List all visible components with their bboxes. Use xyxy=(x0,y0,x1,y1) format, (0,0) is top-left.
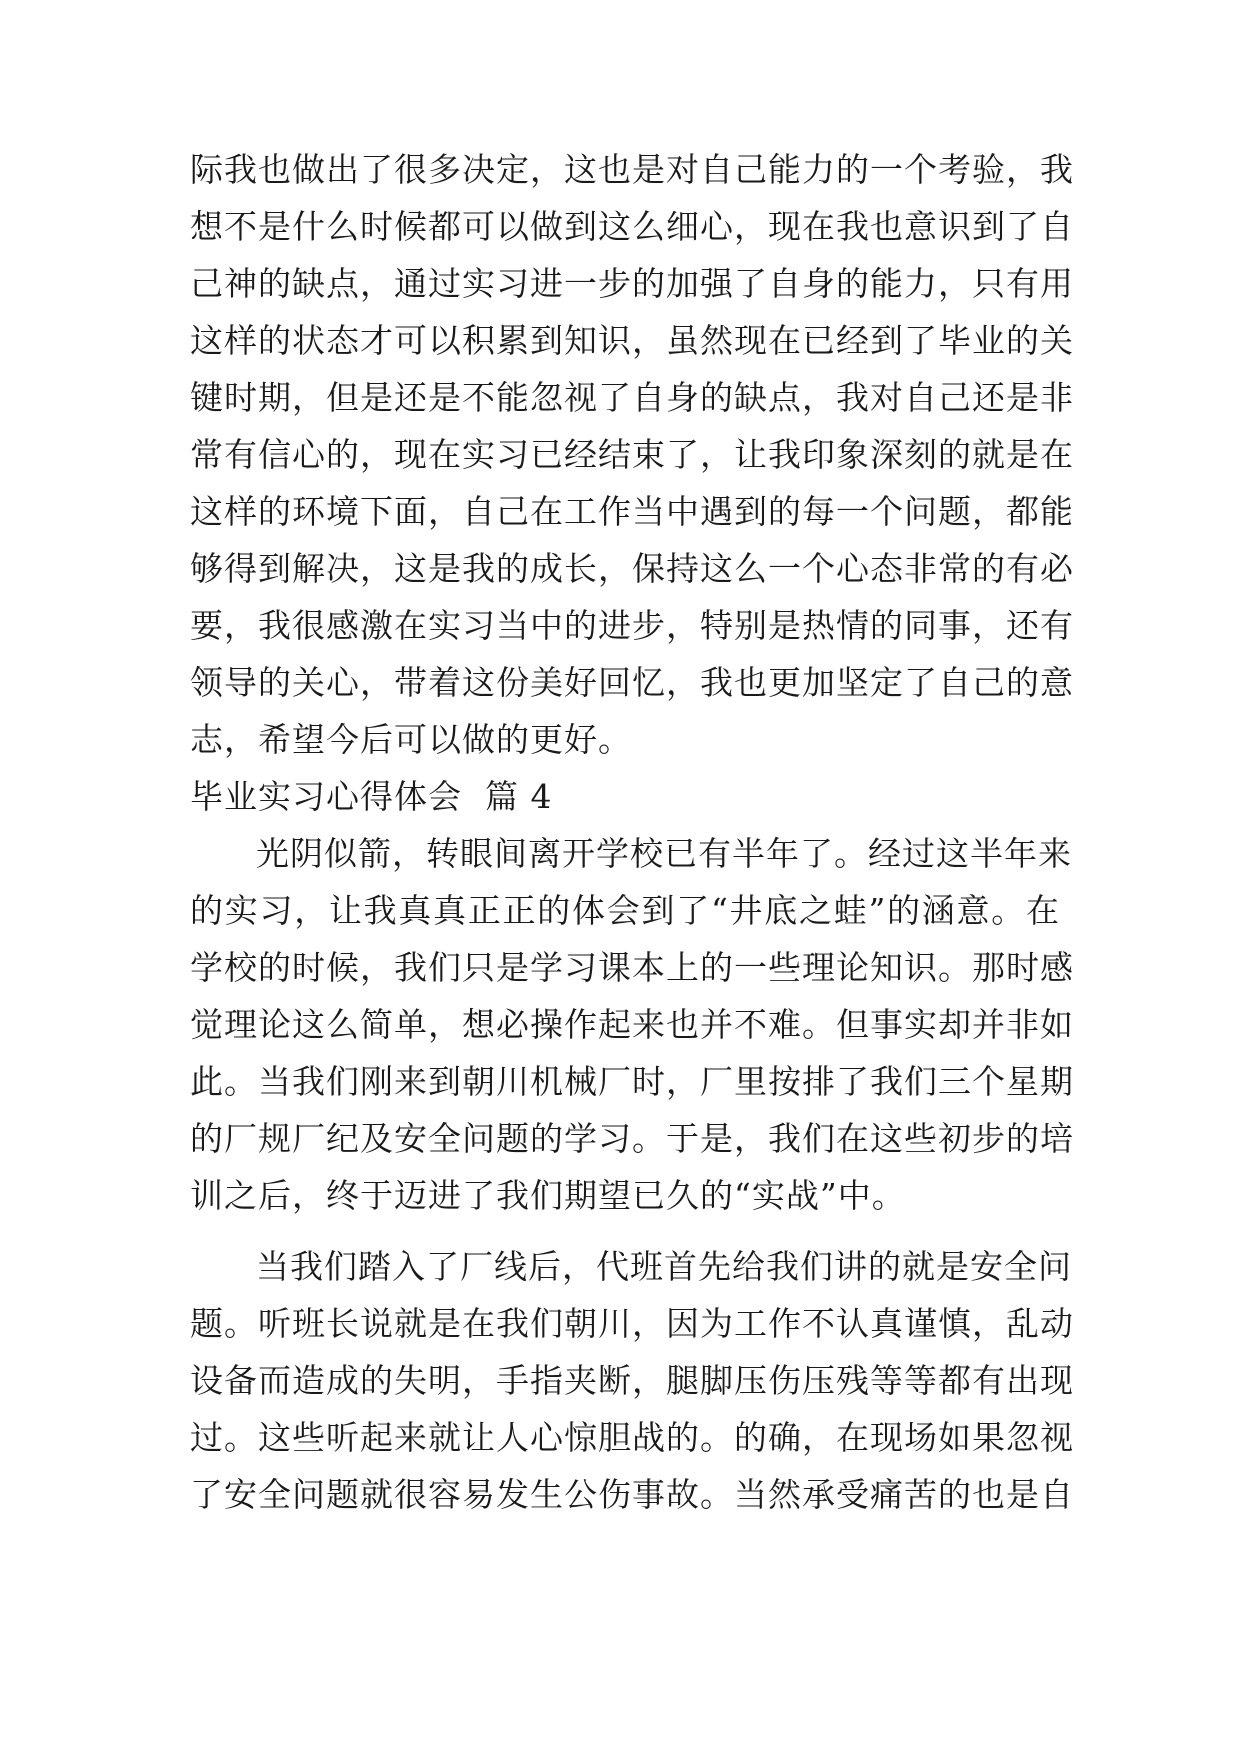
paragraph-line: 领导的关心，带着这份美好回忆，我也更加坚定了自己的意 xyxy=(190,663,1074,702)
paragraph-line: 的实习，让我真真正正的体会到了“井底之蛙”的涵意。在 xyxy=(190,891,1060,930)
paragraph-line: 过。这些听起来就让人心惊胆战的。的确，在现场如果忽视 xyxy=(190,1418,1074,1457)
paragraph-line: 要，我很感激在实习当中的进步，特别是热情的同事，还有 xyxy=(190,606,1074,645)
paragraph-line: 学校的时候，我们只是学习课本上的一些理论知识。那时感 xyxy=(190,948,1074,987)
paragraph-line: 设备而造成的失明，手指夹断，腿脚压伤压残等等都有出现 xyxy=(190,1361,1074,1400)
paragraph-line: 志，希望今后可以做的更好。 xyxy=(190,720,632,759)
paragraph-line: 常有信心的，现在实习已经结束了，让我印象深刻的就是在 xyxy=(190,435,1074,474)
paragraph-line: 键时期，但是还是不能忽视了自身的缺点，我对自己还是非 xyxy=(190,378,1074,417)
paragraph-line: 了安全问题就很容易发生公伤事故。当然承受痛苦的也是自 xyxy=(190,1475,1074,1514)
paragraph-line: 题。听班长说就是在我们朝川，因为工作不认真谨慎，乱动 xyxy=(190,1304,1074,1343)
paragraph-line: 够得到解决，这是我的成长，保持这么一个心态非常的有必 xyxy=(190,549,1074,588)
section-heading: 毕业实习心得体会 篇 4 xyxy=(190,777,553,816)
paragraph-line: 当我们踏入了厂线后，代班首先给我们讲的就是安全问 xyxy=(256,1247,1072,1286)
paragraph-line: 此。当我们刚来到朝川机械厂时，厂里按排了我们三个星期 xyxy=(190,1062,1074,1101)
paragraph-line: 这样的环境下面，自己在工作当中遇到的每一个问题，都能 xyxy=(190,492,1074,531)
paragraph-line: 训之后，终于迈进了我们期望已久的“实战”中。 xyxy=(190,1176,906,1215)
paragraph-line: 的厂规厂纪及安全问题的学习。于是，我们在这些初步的培 xyxy=(190,1119,1074,1158)
paragraph-line: 想不是什么时候都可以做到这么细心，现在我也意识到了自 xyxy=(190,207,1074,246)
paragraph-line: 际我也做出了很多决定，这也是对自己能力的一个考验，我 xyxy=(190,150,1074,189)
paragraph-line: 光阴似箭，转眼间离开学校已有半年了。经过这半年来 xyxy=(256,834,1072,873)
paragraph-line: 己神的缺点，通过实习进一步的加强了自身的能力，只有用 xyxy=(190,264,1074,303)
paragraph-line: 这样的状态才可以积累到知识，虽然现在已经到了毕业的关 xyxy=(190,321,1074,360)
paragraph-line: 觉理论这么简单，想必操作起来也并不难。但事实却并非如 xyxy=(190,1005,1074,1044)
